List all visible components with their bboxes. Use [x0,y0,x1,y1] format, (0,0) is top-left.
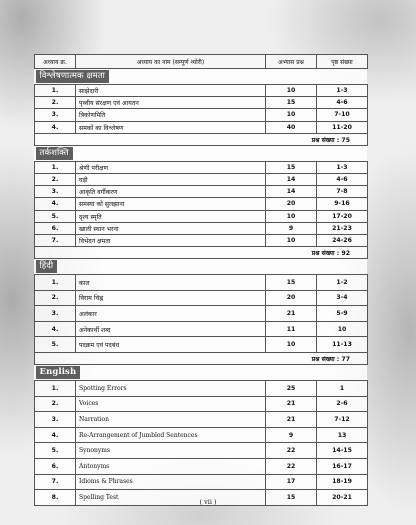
table-row [35,396,368,412]
section-label: English [36,366,81,379]
question-count: 9 [266,427,317,443]
section-row-hindi [35,259,368,275]
page-range: 11-20 [317,121,368,133]
chapter-title: Spelling Test [76,490,266,506]
page-range: 7-10 [317,109,368,121]
header-chapter-number: अध्याय क्र. [35,55,76,69]
table-row [35,109,368,121]
page-range: 1-3 [317,161,368,173]
chapter-number: 8. [35,490,76,506]
question-count: 21 [266,412,317,428]
page-number: ( vii ) [199,498,217,506]
table-row [35,186,368,198]
table-row [35,275,368,291]
question-count: 25 [266,381,317,397]
chapter-title: Voices [76,396,266,412]
chapter-number: 5. [35,443,76,459]
table-of-contents [34,54,367,506]
chapter-number: 4. [35,427,76,443]
table-row [35,474,368,490]
question-count: 40 [266,121,317,133]
chapter-title: खाली स्थान भरना [76,222,266,234]
table-row [35,443,368,459]
chapter-number: 6. [35,459,76,475]
question-count: 10 [266,109,317,121]
question-count: 17 [266,474,317,490]
page-range: 11-13 [317,337,368,353]
table-row [35,161,368,173]
chapter-number: 5. [35,210,76,222]
page-range: 17-20 [317,210,368,222]
page-range: 14-15 [317,443,368,459]
page-range: 9-16 [317,198,368,210]
chapter-title: विराम चिह्न [76,290,266,306]
section-total-row [35,133,368,145]
question-count: 21 [266,306,317,322]
question-count: 20 [266,290,317,306]
chapter-number: 2. [35,290,76,306]
chapter-title: साझेदारी [76,85,266,97]
chapter-number: 2. [35,173,76,185]
chapter-number: 1. [35,275,76,291]
chapter-title: विभेदन क्षमता [76,234,266,246]
page-range: 4-6 [317,173,368,185]
chapter-title: Antonyms [76,459,266,475]
table-row [35,459,368,475]
section-total: प्रश्न संख्या : 92 [311,250,350,258]
question-count: 15 [266,275,317,291]
page-range: 13 [317,427,368,443]
chapter-title: घड़ी [76,173,266,185]
table-row [35,198,368,210]
chapter-title: पदक्रम एवं पदबंध [76,337,266,353]
chapter-number: 3. [35,109,76,121]
page-range: 18-19 [317,474,368,490]
page-range: 1 [317,381,368,397]
section-total-row [35,247,368,259]
chapter-number: 4. [35,198,76,210]
question-count: 9 [266,222,317,234]
chapter-number: 6. [35,222,76,234]
chapter-number: 2. [35,97,76,109]
question-count: 14 [266,173,317,185]
chapter-title: Synonyms [76,443,266,459]
page-range: 1-3 [317,85,368,97]
table-row [35,85,368,97]
question-count: 11 [266,321,317,337]
page-range: 4-6 [317,97,368,109]
chapter-title: पृथ्वीय संरक्षण एवं आयतन [76,97,266,109]
chapter-title: Re-Arrangement of Jumbled Sentences [76,427,266,443]
table-header-row [35,55,368,69]
chapter-number: 3. [35,412,76,428]
chapter-number: 1. [35,85,76,97]
chapter-number: 3. [35,186,76,198]
section-row-english [35,365,368,381]
question-count: 10 [266,337,317,353]
page-range: 10 [317,321,368,337]
chapter-number: 1. [35,381,76,397]
page-range: 16-17 [317,459,368,475]
page-range: 2-6 [317,396,368,412]
section-label: हिंदी [36,260,58,273]
table-row [35,321,368,337]
header-chapter-title: अध्याय का नाम (सम्पूर्ण थ्योरी) [76,55,266,69]
chapter-number: 5. [35,337,76,353]
section-total-row [35,353,368,365]
page-range: 7-12 [317,412,368,428]
question-count: 15 [266,97,317,109]
header-practice-questions: अभ्यास प्रश्न [266,55,317,69]
section-label: तर्कशक्ति [36,147,73,160]
page-range: 7-8 [317,186,368,198]
chapter-title: समस्या को सुलझाना [76,198,266,210]
contents-table [34,54,368,506]
question-count: 14 [266,186,317,198]
question-count: 20 [266,198,317,210]
question-count: 10 [266,210,317,222]
question-count: 10 [266,85,317,97]
chapter-title: अनेकार्थी शब्द [76,321,266,337]
chapter-number: 4. [35,121,76,133]
chapter-title: Idioms & Phrases [76,474,266,490]
table-row [35,381,368,397]
chapter-number: 4. [35,321,76,337]
table-row [35,427,368,443]
chapter-number: 7. [35,474,76,490]
chapter-title: Spotting Errors [76,381,266,397]
question-count: 10 [266,234,317,246]
question-count: 22 [266,443,317,459]
page-range: 3-4 [317,290,368,306]
table-row [35,337,368,353]
question-count: 21 [266,396,317,412]
chapter-title: त्रिकोणमिति [76,109,266,121]
chapter-number: 1. [35,161,76,173]
chapter-title: समकों का विश्लेषण [76,121,266,133]
chapter-title: Narration [76,412,266,428]
table-row [35,234,368,246]
page-range: 20-21 [317,490,368,506]
chapter-title: अलंकार [76,306,266,322]
table-row [35,121,368,133]
section-total: प्रश्न संख्या : 77 [311,356,350,364]
chapter-title: काल [76,275,266,291]
header-page-number: पृष्ठ संख्या [317,55,368,69]
table-row [35,173,368,185]
chapter-number: 7. [35,234,76,246]
table-row [35,290,368,306]
section-row-analytical [35,69,368,85]
chapter-title: आकृति वर्गीकरण [76,186,266,198]
question-count: 15 [266,490,317,506]
table-row [35,412,368,428]
section-total: प्रश्न संख्या : 75 [311,136,350,144]
chapter-number: 2. [35,396,76,412]
page-range: 24-26 [317,234,368,246]
question-count: 15 [266,161,317,173]
page-range: 5-9 [317,306,368,322]
chapter-title: श्रेणी परीक्षण [76,161,266,173]
chapter-title: दृश्य स्मृति [76,210,266,222]
question-count: 22 [266,459,317,475]
page-range: 21-23 [317,222,368,234]
section-row-reasoning [35,145,368,161]
table-row [35,306,368,322]
chapter-number: 3. [35,306,76,322]
table-row [35,210,368,222]
section-label: विश्लेषणात्मक क्षमता [36,70,109,83]
table-row [35,222,368,234]
page-range: 1-2 [317,275,368,291]
table-row [35,97,368,109]
